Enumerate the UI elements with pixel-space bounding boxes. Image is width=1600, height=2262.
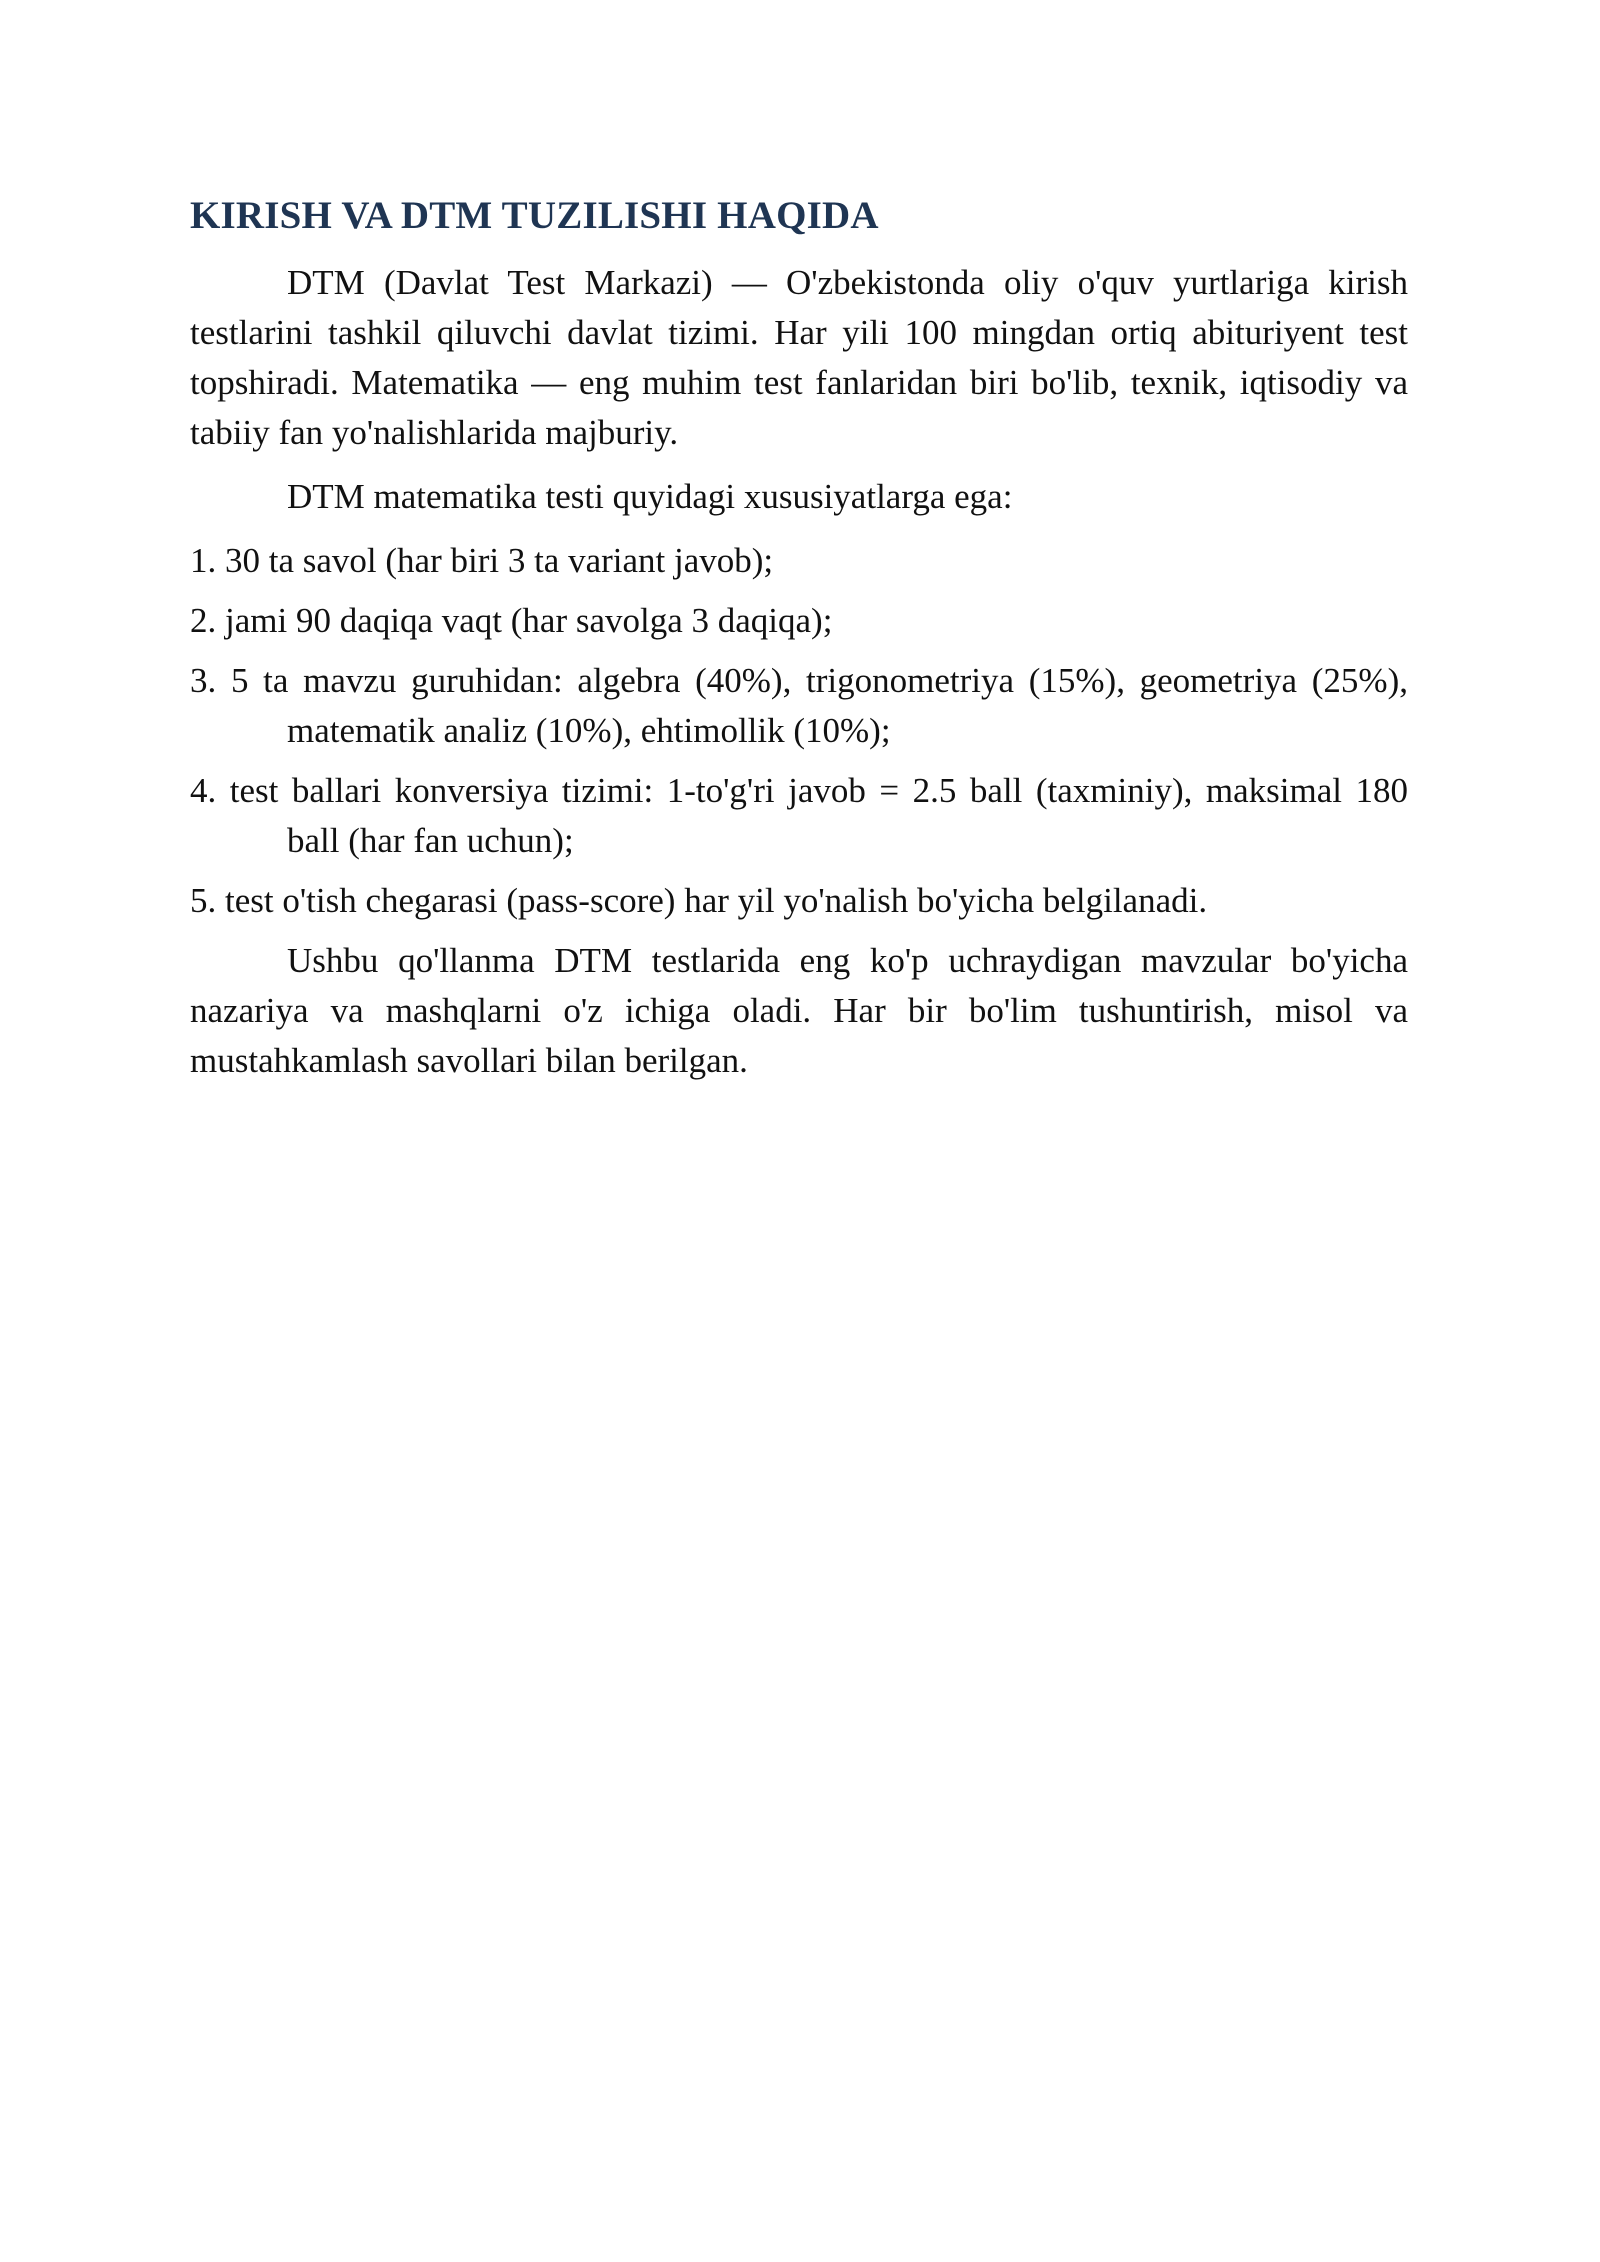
list-item: 4. test ballari konversiya tizimi: 1-to'g'ri javob = 2.5 ball (taxminiy), maksimal 180 ball (har fan uchun);	[190, 771, 1408, 860]
list-item: 1. 30 ta savol (har biri 3 ta variant javob);	[190, 541, 774, 580]
section-heading: KIRISH VA DTM TUZILISHI HAQIDA	[190, 194, 879, 237]
page-content	[190, 190, 1408, 1100]
intro-paragraph: DTM (Davlat Test Markazi) — O'zbekistonda oliy o'quv yurtlariga kirish testlarini tashkil qiluvchi davlat tizimi. Har yili 100 mingdan ortiq abituriyent test topshiradi. Matematika — eng muhim test fanlaridan biri bo'lib, texnik, iqtisodiy va tabiiy fan yo'nalishlarida majburiy.	[190, 263, 1408, 452]
features-list	[190, 536, 1408, 926]
list-item: 3. 5 ta mavzu guruhidan: algebra (40%), trigonometriya (15%), geometriya (25%), matematik analiz (10%), ehtimollik (10%);	[190, 661, 1408, 750]
closing-paragraph: Ushbu qo'llanma DTM testlarida eng ko'p uchraydigan mavzular bo'yicha nazariya va mashqlarni o'z ichiga oladi. Har bir bo'lim tushuntirish, misol va mustahkamlash savollari bilan berilgan.	[190, 941, 1408, 1080]
list-item: 2. jami 90 daqiqa vaqt (har savolga 3 daqiqa);	[190, 601, 833, 640]
features-intro: DTM matematika testi quyidagi xususiyatlarga ega:	[287, 477, 1013, 516]
list-item: 5. test o'tish chegarasi (pass-score) har yil yo'nalish bo'yicha belgilanadi.	[190, 881, 1208, 920]
